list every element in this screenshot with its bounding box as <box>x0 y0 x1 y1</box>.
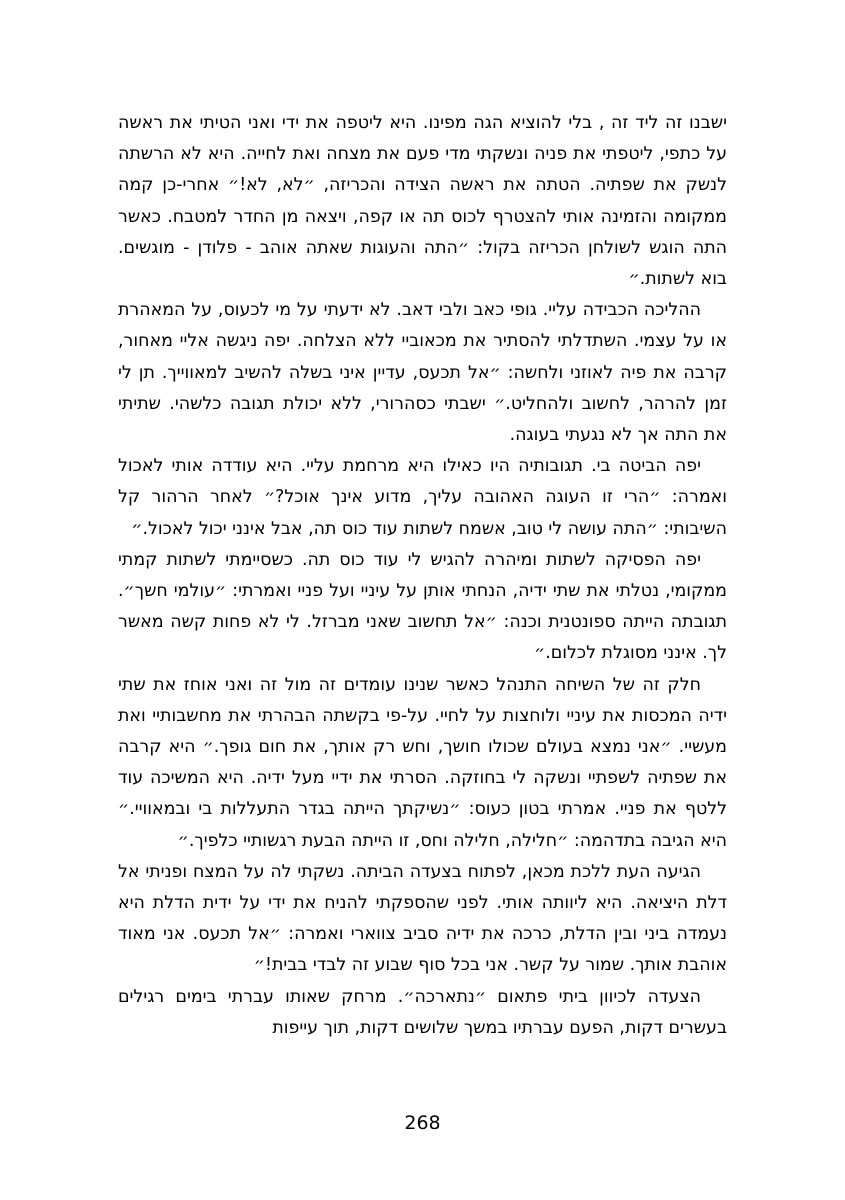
paragraph: ישבנו זה ליד זה , בלי להוציא הגה מפינו. היא ליטפה את ידי ואני הטיתי את ראשה על כתפי, ליטפתי את פניה ונשקתי מדי פעם את מצחה ואת לחייה. היא לא הרשתה לנשק את שפתיה. הטתה את ראשה הצידה והכריזה, ״לא, לא!״ אחרי-כן קמה ממקומה והזמינה אותי להצטרף לכוס תה או קפה, ויצאה מן החדר למטבח. כאשר התה הוגש לשולחן הכריזה בקול: ״התה והעוגות שאתה אוהב - פלודן - מוגשים. בוא לשתות.״ <box>118 113 727 290</box>
paragraph: יפה הפסיקה לשתות ומיהרה להגיש לי עוד כוס תה. כשסיימתי לשתות קמתי ממקומי, נטלתי את שתי ידיה, הנחתי אותן על עיניי ועל פניי ואמרתי: ״עולמי חשך״. תגובתה הייתה ספונטנית וכנה: ״אל תחשוב שאני מברזל. לי לא פחות קשה מאשר לך. אינני מסוגלת לכלום.״ <box>118 549 727 664</box>
paragraph: יפה הביטה בי. תגובותיה היו כאילו היא מרחמת עליי. היא עודדה אותי לאכול ואמרה: ״הרי זו העוגה האהובה עליך, מדוע אינך אוכל?״ לאחר הרהור קל השיבותי: ״התה עושה לי טוב, אשמח לשתות עוד כוס תה, אבל אינני יכול לאכול.״ <box>118 456 727 539</box>
paragraph: חלק זה של השיחה התנהל כאשר שנינו עומדים זה מול זה ואני אוחז את שתי ידיה המכסות את עיניי ולוחצות על לחיי. על-פי בקשתה הבהרתי את מחשבותיי ואת מעשיי. ״אני נמצא בעולם שכולו חושך, וחש רק אותך, את חום גופך.״ היא קרבה את שפתיה לשפתיי ונשקה לי בחוזקה. הסרתי את ידיי מעל ידיה. היא המשיכה עוד ללטף את פניי. אמרתי בטון כעוס: ״נשיקתך הייתה בגדר התעללות בי ובמאוויי.״ היא הגיבה בתדהמה: ״חלילה, חלילה וחס, זו הייתה הבעת רגשותיי כלפיך.״ <box>118 674 727 851</box>
page-number: 268 <box>404 1112 441 1134</box>
paragraph: ההליכה הכבידה עליי. גופי כאב ולבי דאב. לא ידעתי על מי לכעוס, על המאהרת או על עצמי. השתדלתי להסתיר את מכאוביי ללא הצלחה. יפה ניגשה אליי מאחור, קרבה את פיה לאוזני ולחשה: ״אל תכעס, עדיין איני בשלה להשיב למאווייך. תן לי זמן להרהר, לחשוב ולהחליט.״ ישבתי כסהרורי, ללא יכולת תגובה כלשהי. שתיתי את התה אך לא נגעתי בעוגה. <box>118 300 727 446</box>
page-body-text <box>118 108 727 1044</box>
paragraph: הצעדה לכיוון ביתי פתאום ״נתארכה״. מרחק שאותו עברתי בימים רגילים בעשרים דקות, הפעם עברתיו במשך שלושים דקות, תוך עייפות <box>118 986 727 1038</box>
paragraph: הגיעה העת ללכת מכאן, לפתוח בצעדה הביתה. נשקתי לה על המצח ופניתי אל דלת היציאה. היא ליוותה אותי. לפני שהספקתי להניח את ידי על ידית הדלת היא נעמדה ביני ובין הדלת, כרכה את ידיה סביב צווארי ואמרה: ״אל תכעס. אני מאוד אוהבת אותך. שמור על קשר. אני בכל סוף שבוע זה לבדי בבית!״ <box>118 861 727 976</box>
